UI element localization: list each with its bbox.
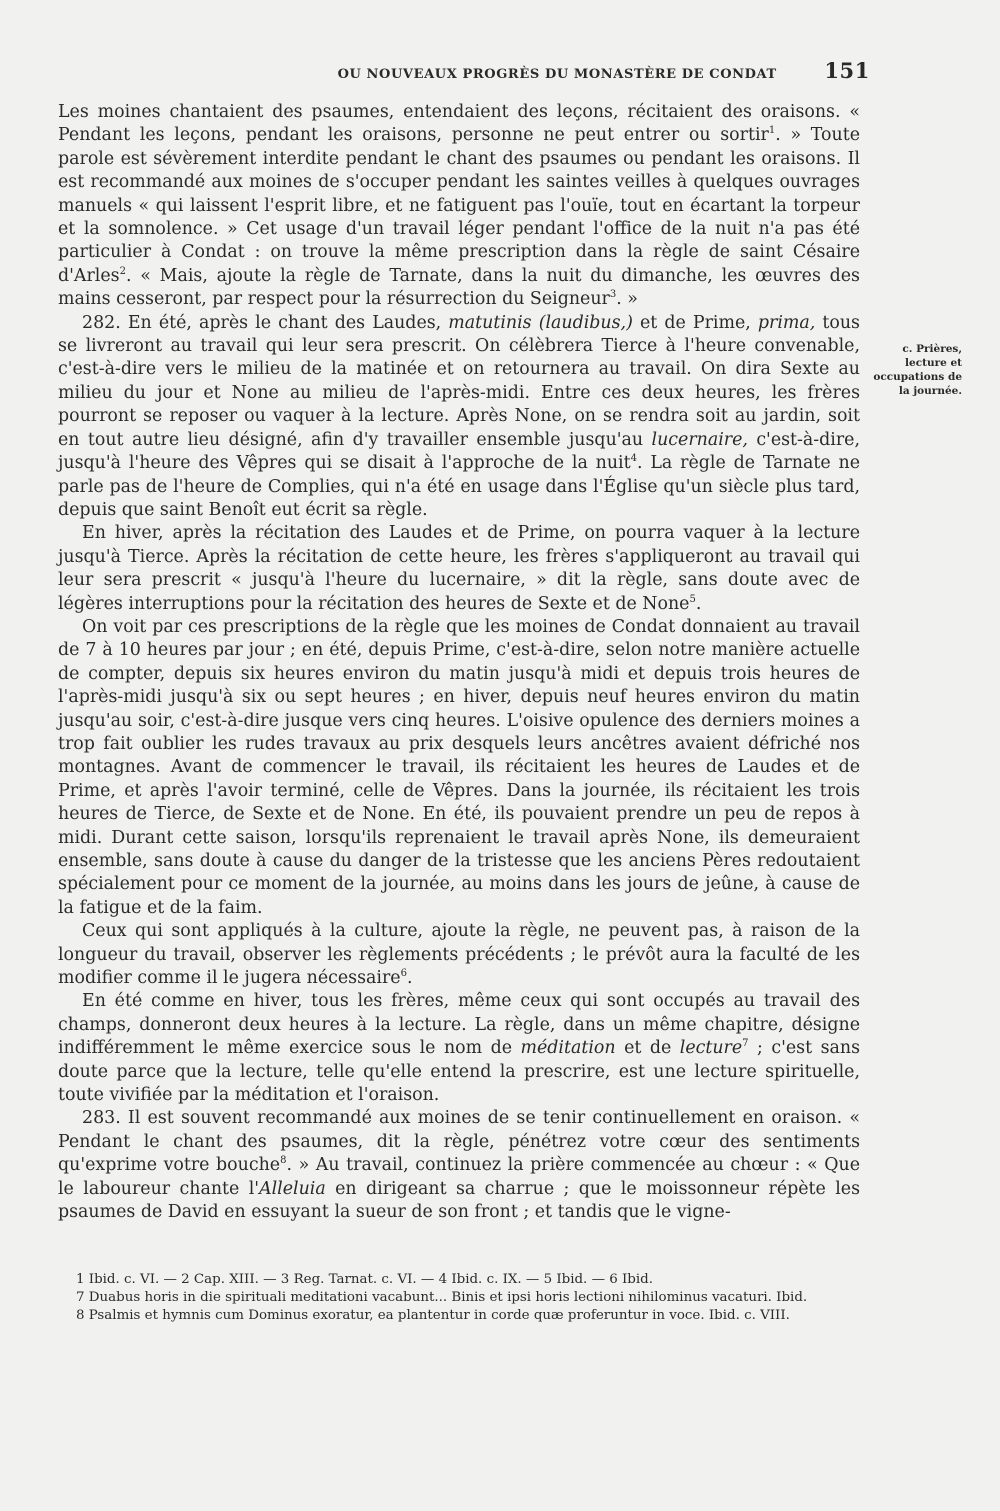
margin-note: c. Prières, lecture et occupations de la journée. <box>873 343 962 397</box>
paragraph-283: 283. Il est souvent recommandé aux moines de se tenir continuellement en oraison. « Pendant le chant des psaumes, dit la règle, pénétrez votre cœur des sentiments qu'exprime votre bouche$^8$. » Au travail, continuez la prière commencée au chœur : « Que le laboureur chante l'Alleluia en dirigeant sa charrue ; que le moissonneur répète les psaumes de David en essuyant la sueur de son front ; et tandis que le vigne- <box>58 1108 861 1223</box>
paragraph-culture: Ceux qui sont appliqués à la culture, ajoute la règle, ne peuvent pas, à raison de la longueur du travail, observer les règlements précédents ; le prévôt aura la faculté de les modifier comme il le jugera nécessaire$^6$. <box>58 921 860 989</box>
footnote-ref: 1 <box>768 125 776 137</box>
footnote-ref: 5 <box>689 593 696 605</box>
footnote-7: 7 Duabus horis in die spirituali meditationi vacabunt... Binis et ipsi horis lectioni nihilominus vacaturi. Ibid. <box>76 1290 808 1305</box>
running-title: OU NOUVEAUX PROGRÈS DU MONASTÈRE DE CONDAT <box>337 67 777 82</box>
paragraph-hours: On voit par ces prescriptions de la règle que les moines de Condat donnaient au travail de 7 à 10 heures par jour ; en été, depuis Prime, c'est-à-dire, selon notre manière actuelle de compter, depuis six heures environ du matin jusqu'à midi et depuis trois heures de l'après-midi jusqu'à six ou sept heures ; en hiver, depuis neuf heures environ du matin jusqu'au soir, c'est-à-dire jusque vers cinq heures. L'oisive opulence des derniers moines a trop fait oublier les rudes travaux au prix desquels leurs ancêtres avaient défriché nos montagnes. Avant de commencer le travail, ils récitaient les heures de Laudes et de Prime, et après l'avoir terminé, celle de Vêpres. Dans la journée, ils récitaient les trois heures de Tierce, de Sexte et de None. En été, ils pouvaient prendre un peu de repos à midi. Durant cette saison, lorsqu'ils reprenaient le travail après None, ils demeuraient ensemble, sans doute à cause du danger de la tristesse que les anciens Pères redoutaient spécialement pour ce moment de la journée, au moins dans les jours de jeûne, à cause de la fatigue et de la faim. <box>58 616 860 918</box>
footnote-1-6: 1 Ibid. c. VI. — 2 Cap. XIII. — 3 Reg. Tarnat. c. VI. — 4 Ibid. c. IX. — 5 Ibid. — 6 Ibid. <box>76 1272 653 1287</box>
footnote-8: 8 Psalmis et hymnis cum Dominus exoratur, ea plantentur in corde quæ proferuntur in voce. Ibid. c. VIII. <box>76 1308 790 1323</box>
page-number: 151 <box>824 58 870 83</box>
footnotes <box>58 1271 860 1325</box>
footnote-ref: 3 <box>609 289 617 301</box>
footnote-ref: 4 <box>630 453 637 465</box>
running-header <box>230 58 870 84</box>
footnote-ref: 7 <box>742 1038 749 1050</box>
footnote-ref: 2 <box>119 266 126 278</box>
paragraph-282: 282. En été, après le chant des Laudes, matutinis (laudibus,) et de Prime, prima, tous se livreront au travail qui leur sera prescrit. On célèbrera Tierce à l'heure convenable, c'est-à-dire vers le milieu de la matinée et on retournera au travail. On dira Sexte au milieu du jour et None au milieu de l'après-midi. Entre ces deux heures, les frères pourront se reposer ou vaquer à la lecture. Après None, on se rendra soit au jardin, soit en tout autre lieu désigné, afin d'y travailler ensemble jusqu'au lucernaire, c'est-à-dire, jusqu'à l'heure des Vêpres qui se disait à l'approche de la nuit$^4$. La règle de Tarnate ne parle pas de l'heure de Complies, qui n'a été en usage dans l'Église qu'un siècle plus tard, depuis que saint Benoît eut écrit sa règle. <box>58 312 861 520</box>
paragraph-reading: En été comme en hiver, tous les frères, même ceux qui sont occupés au travail des champs, donneront deux heures à la lecture. La règle, dans un même chapitre, désigne indifféremment le même exercice sous le nom de méditation et de lecture$^7$ ; c'est sans doute parce que la lecture, telle qu'elle entend la prescrire, est une lecture spirituelle, toute vivifiée par la méditation et l'oraison. <box>58 991 861 1106</box>
paragraph-1: Les moines chantaient des psaumes, entendaient des leçons, récitaient des oraisons. « Pendant les leçons, pendant les oraisons, personne ne peut entrer ou sortir$^1$. » Toute parole est sévèrement interdite pendant le chant des psaumes ou pendant les oraisons. Il est recommandé aux moines de s'occuper pendant les saintes veilles à quelques ouvrages manuels « qui laissent l'esprit libre, et ne fatiguent pas l'ouïe, tout en écartant la torpeur et la somnolence. » Cet usage d'un travail léger pendant l'office de la nuit n'a pas été particulier à Condat : on trouve la même prescription dans la règle de saint Césaire d'Arles$^2$. « Mais, ajoute la règle de Tarnate, dans la nuit du dimanche, les œuvres des mains cesseront, par respect pour la résurrection du Seigneur$^3$. » <box>58 102 860 310</box>
footnote-ref: 8 <box>280 1155 287 1167</box>
main-text <box>58 101 860 1225</box>
paragraph-winter: En hiver, après la récitation des Laudes et de Prime, on pourra vaquer à la lecture jusqu'à Tierce. Après la récitation de cette heure, les frères s'appliqueront au travail qui leur sera prescrit « jusqu'à l'heure du lucernaire, » dit la règle, sans doute avec de légères interruptions pour la récitation des heures de Sexte et de None$^5$. <box>58 523 860 614</box>
footnote-ref: 6 <box>400 968 407 980</box>
